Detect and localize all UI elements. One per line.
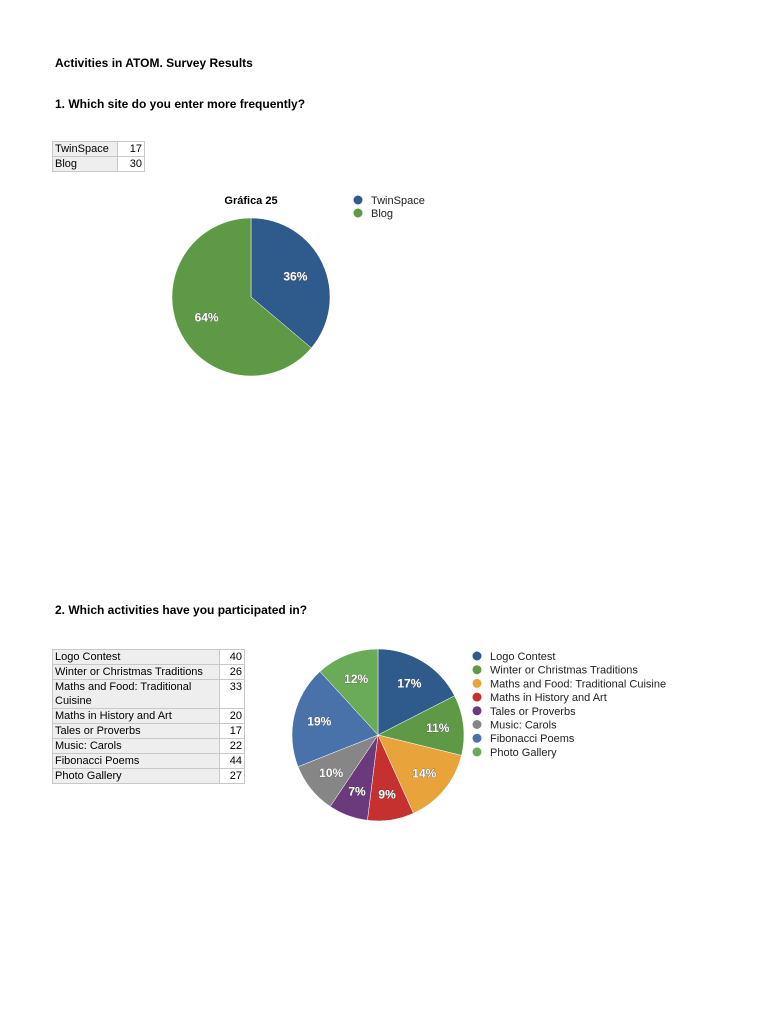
legend-entry: Music: Carols — [490, 719, 557, 732]
legend-marker — [473, 706, 482, 715]
slice-data-label: 19% — [307, 714, 332, 729]
legend-marker — [473, 747, 482, 756]
table-cell-value: 40 — [220, 650, 245, 665]
pie-chart-1 — [172, 195, 425, 376]
legend-entry: Maths and Food: Traditional Cuisine — [490, 678, 667, 691]
legend-marker — [473, 693, 482, 702]
table-cell-value: 17 — [220, 724, 245, 739]
legend-entry: Photo Gallery — [490, 746, 557, 759]
slice-data-label: 17% — [397, 676, 422, 691]
legend-marker — [473, 734, 482, 743]
table-cell-value: 44 — [220, 754, 245, 769]
table-cell-label: Music: Carols — [53, 739, 220, 754]
slice-data-label: 7% — [348, 784, 366, 799]
table-cell-label: Blog — [53, 157, 118, 172]
legend-marker — [473, 652, 482, 661]
slice-data-label: 9% — [378, 787, 396, 802]
table-cell-label: Maths and Food: Traditional Cuisine — [53, 680, 220, 709]
legend-marker — [473, 665, 482, 674]
table-cell-label: Logo Contest — [53, 650, 220, 665]
table-cell-label: Maths in History and Art — [53, 709, 220, 724]
slice-data-label: 11% — [426, 721, 450, 735]
table-cell-label: Winter or Christmas Traditions — [53, 665, 220, 680]
table-cell-label: Fibonacci Poems — [53, 754, 220, 769]
legend-entry: TwinSpace — [371, 195, 425, 207]
legend-marker — [354, 196, 363, 205]
table-cell-label: Photo Gallery — [53, 769, 220, 784]
table-cell-value: 20 — [220, 709, 245, 724]
legend-entry: Blog — [371, 208, 394, 220]
table-cell-value: 30 — [118, 157, 145, 172]
slice-data-label: 12% — [344, 671, 369, 686]
table-cell-value: 17 — [118, 142, 145, 157]
slice-data-label: 10% — [319, 765, 344, 780]
legend-entry: Winter or Christmas Traditions — [490, 664, 638, 677]
question-2-heading: 2. Which activities have you participated in? — [55, 603, 308, 617]
document-title: Activities in ATOM. Survey Results — [55, 56, 253, 70]
slice-data-label: 14% — [412, 766, 437, 781]
table-cell-label: TwinSpace — [53, 142, 118, 157]
legend-entry: Fibonacci Poems — [490, 733, 575, 746]
table-cell-value: 33 — [220, 680, 245, 709]
slice-data-label: 64% — [194, 310, 219, 325]
chart-title: Gráfica 25 — [224, 195, 278, 207]
legend-marker — [473, 720, 482, 729]
legend-entry: Tales or Proverbs — [490, 705, 576, 718]
pie-chart-2 — [292, 649, 666, 821]
legend-marker — [354, 209, 363, 218]
table-cell-value: 22 — [220, 739, 245, 754]
question-1-heading: 1. Which site do you enter more frequently? — [55, 97, 306, 111]
slice-data-label: 36% — [283, 269, 308, 284]
table-cell-value: 27 — [220, 769, 245, 784]
table-cell-value: 26 — [220, 665, 245, 680]
legend-entry: Logo Contest — [490, 651, 556, 663]
table-cell-label: Tales or Proverbs — [53, 724, 220, 739]
legend-marker — [473, 679, 482, 688]
legend-entry: Maths in History and Art — [490, 692, 607, 705]
